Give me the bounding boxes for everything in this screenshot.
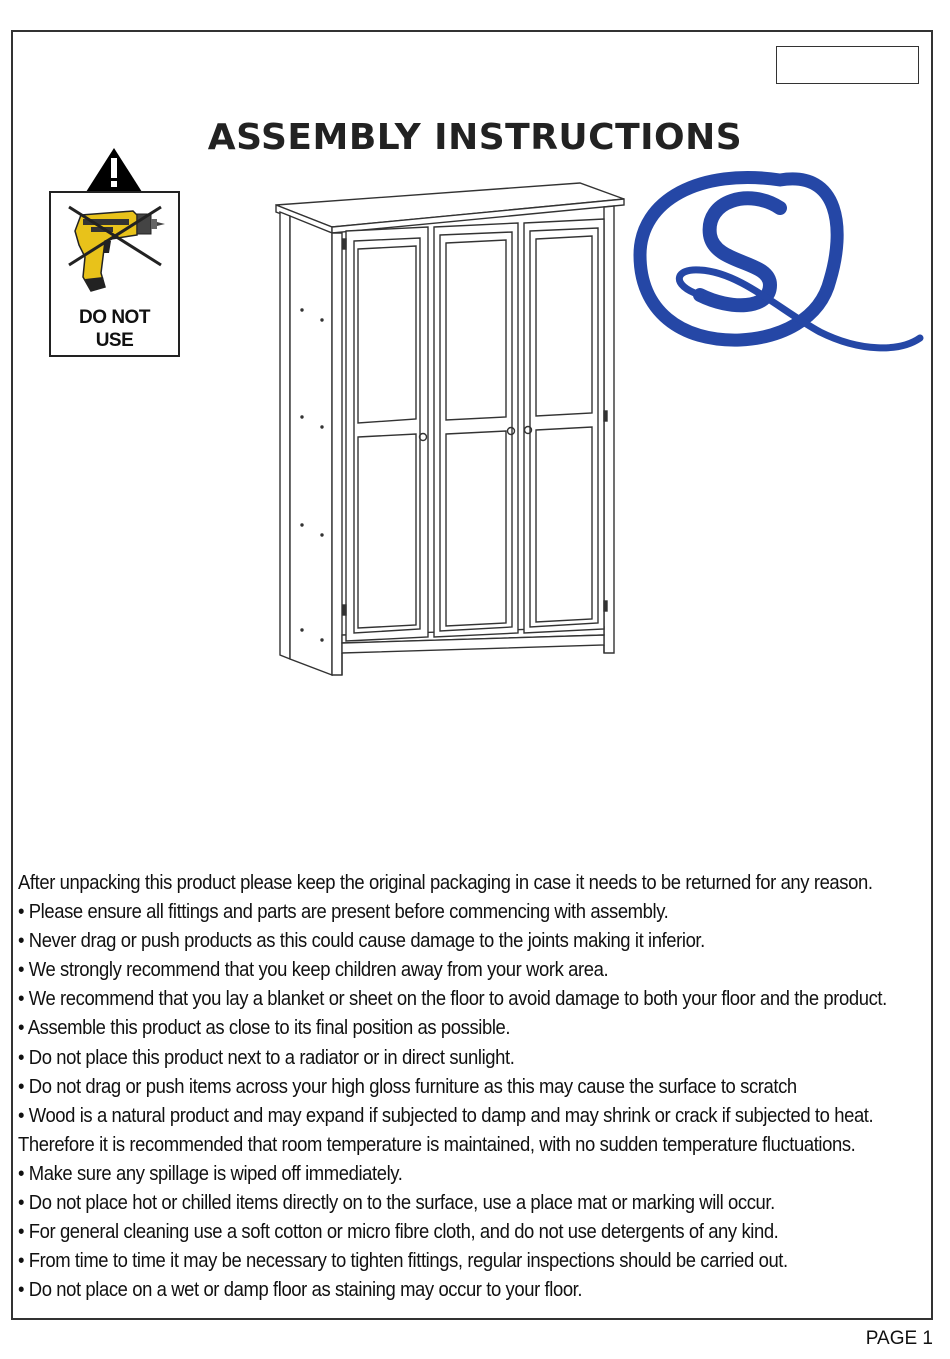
instruction-line: • We strongly recommend that you keep children away from your work area. bbox=[18, 958, 609, 982]
instruction-line: • Please ensure all fittings and parts are present before commencing with assembly. bbox=[18, 900, 669, 924]
instruction-line: • Do not place on a wet or damp floor as staining may occur to your floor. bbox=[18, 1278, 583, 1302]
warning-label bbox=[51, 306, 178, 352]
instruction-line: Therefore it is recommended that room temperature is maintained, with no sudden temperature fluctuations. bbox=[18, 1132, 856, 1156]
do-not-use-warning bbox=[49, 191, 180, 357]
instruction-line: • We recommend that you lay a blanket or sheet on the floor to avoid damage to both your floor and the product. bbox=[18, 987, 887, 1011]
wardrobe-illustration bbox=[270, 175, 630, 680]
do-not-use-power-drill-icon bbox=[61, 201, 169, 301]
instruction-line: • Do not place this product next to a radiator or in direct sunlight. bbox=[18, 1045, 515, 1069]
instruction-line: • Assemble this product as close to its final position as possible. bbox=[18, 1016, 511, 1040]
instruction-line: • Never drag or push products as this could cause damage to the joints making it inferior. bbox=[18, 929, 705, 953]
page-number: PAGE 1 bbox=[865, 1328, 933, 1349]
instruction-line: • Do not place hot or chilled items directly on to the surface, use a place mat or marking will occur. bbox=[18, 1191, 775, 1215]
instruction-line: • Wood is a natural product and may expand if subjected to damp and may shrink or crack if subjected to heat. bbox=[18, 1103, 874, 1127]
warning-label-line2: USE bbox=[95, 330, 134, 351]
warning-triangle-icon bbox=[86, 148, 142, 192]
instruction-line: • Make sure any spillage is wiped off immediately. bbox=[18, 1161, 403, 1185]
product-code-box bbox=[776, 46, 919, 84]
instruction-line: • From time to time it may be necessary to tighten fittings, regular inspections should be carried out. bbox=[18, 1249, 788, 1273]
instruction-line: After unpacking this product please keep the original packaging in case it needs to be returned for any reason. bbox=[18, 871, 873, 894]
instruction-line: • For general cleaning use a soft cotton or micro fibre cloth, and do not use detergents of any kind. bbox=[18, 1220, 779, 1244]
sq-monogram-logo bbox=[630, 160, 925, 360]
instructions-text bbox=[18, 868, 887, 1304]
page-title: ASSEMBLY INSTRUCTIONS bbox=[207, 117, 743, 158]
instruction-line: • Do not drag or push items across your high gloss furniture as this may cause the surface to scratch bbox=[18, 1074, 797, 1098]
warning-label-line1: DO NOT bbox=[79, 307, 150, 328]
